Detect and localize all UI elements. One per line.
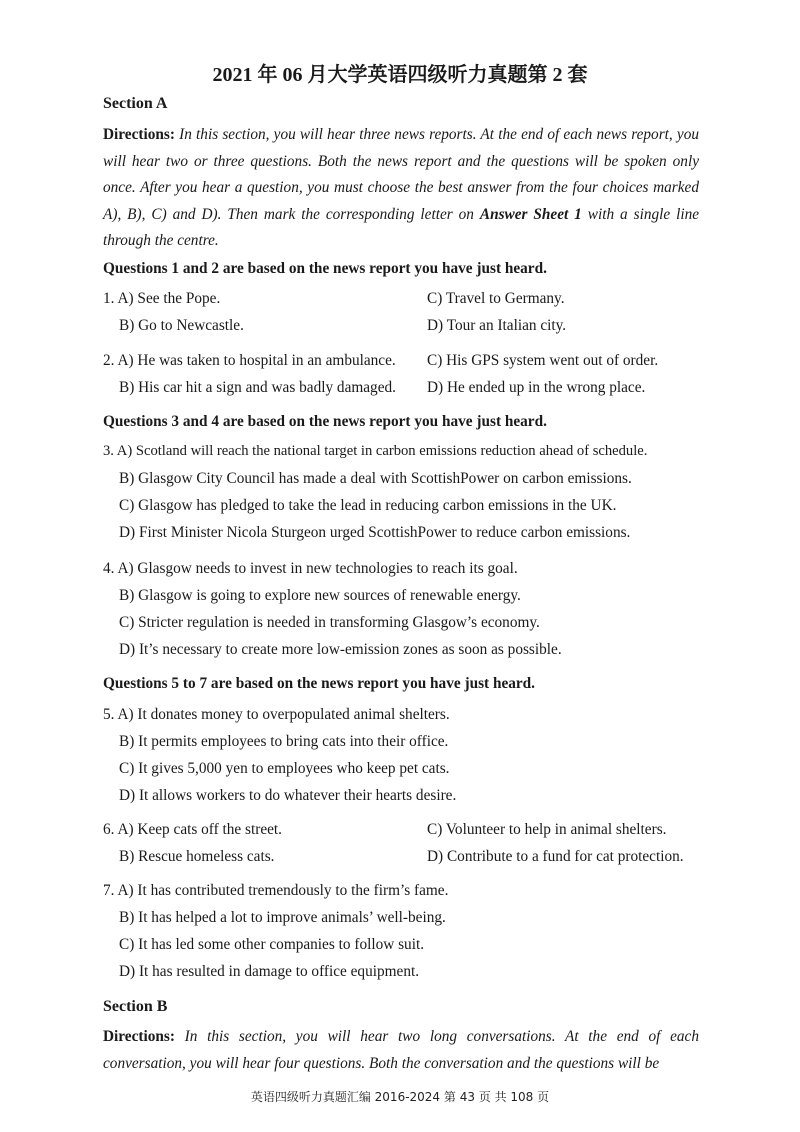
option-d: D) First Minister Nicola Sturgeon urged ScottishPower to reduce carbon emissions. — [119, 524, 631, 541]
section-b-heading: Section B — [103, 998, 168, 1015]
question-group-heading: Questions 5 to 7 are based on the news report you have just heard. — [103, 675, 536, 692]
option-b: B) Rescue homeless cats. — [119, 848, 275, 865]
option-a: A) Scotland will reach the national target in carbon emissions reduction ahead of schedule. — [116, 443, 648, 459]
option-b: B) It has helped a lot to improve animals’ well-being. — [119, 909, 446, 926]
option-b: B) Glasgow is going to explore new sources of renewable energy. — [119, 587, 521, 604]
section-a-directions — [103, 122, 699, 255]
question-3 — [103, 438, 703, 546]
option-c: C) It has led some other companies to follow suit. — [119, 936, 425, 953]
option-b: B) Go to Newcastle. — [119, 317, 244, 334]
directions-label: Directions: — [103, 1028, 175, 1045]
answer-sheet-ref: Answer Sheet 1 — [479, 205, 582, 223]
option-c: C) Stricter regulation is needed in transforming Glasgow’s economy. — [119, 614, 540, 631]
option-a: A) He was taken to hospital in an ambulance. — [117, 352, 396, 369]
option-a: A) Glasgow needs to invest in new technologies to reach its goal. — [117, 560, 518, 577]
question-6 — [103, 816, 703, 870]
option-a: A) It has contributed tremendously to the firm’s fame. — [117, 882, 449, 899]
directions-text: In this section, you will hear two long conversations. At the end of each conversation, you will hear four questions. Both the conversation and the questions will be — [103, 1028, 699, 1072]
option-d: D) He ended up in the wrong place. — [427, 379, 646, 396]
option-d: D) It has resulted in damage to office equipment. — [119, 963, 420, 980]
option-c: C) It gives 5,000 yen to employees who keep pet cats. — [119, 760, 450, 777]
directions-text: In this section, you will hear three news reports. At the end of each news report, you will hear two or three questions. Both the news report and the questions will be spoken only once. After you hear a question, you must choose the best answer from the four choices marked A), B), C) and D). Then mark the corresponding letter on — [103, 126, 700, 223]
question-group-heading: Questions 3 and 4 are based on the news report you have just heard. — [103, 413, 547, 430]
directions-text-end: with a single line through the centre. — [103, 205, 700, 249]
option-b: B) His car hit a sign and was badly damaged. — [119, 379, 396, 396]
option-a: A) It donates money to overpopulated animal shelters. — [117, 706, 450, 723]
question-1 — [103, 285, 703, 339]
option-b: B) It permits employees to bring cats into their office. — [119, 733, 449, 750]
question-number: 1. — [103, 290, 115, 307]
option-d: D) Contribute to a fund for cat protection. — [427, 848, 684, 865]
option-a: A) Keep cats off the street. — [117, 821, 282, 838]
section-b-directions — [103, 1024, 699, 1077]
page-footer: 英语四级听力真题汇编 2016-2024 第 43 页 共 108 页 — [250, 1090, 550, 1104]
question-2 — [103, 347, 703, 401]
question-number: 5. — [103, 706, 115, 723]
option-b: B) Glasgow City Council has made a deal with ScottishPower on carbon emissions. — [119, 470, 632, 487]
option-c: C) Volunteer to help in animal shelters. — [427, 821, 667, 838]
directions-label: Directions: — [103, 126, 175, 143]
question-number: 7. — [103, 882, 115, 899]
question-7 — [103, 877, 703, 985]
option-d: D) It allows workers to do whatever their hearts desire. — [119, 787, 457, 804]
option-c: C) Travel to Germany. — [427, 290, 565, 307]
option-d: D) Tour an Italian city. — [427, 317, 567, 334]
question-group-heading: Questions 1 and 2 are based on the news report you have just heard. — [103, 260, 547, 277]
page-title: 2021 年 06 月大学英语四级听力真题第 2 套 — [212, 64, 588, 86]
option-a: A) See the Pope. — [117, 290, 221, 307]
option-c: C) His GPS system went out of order. — [427, 352, 659, 369]
question-number: 2. — [103, 352, 115, 369]
option-d: D) It’s necessary to create more low-emission zones as soon as possible. — [119, 641, 562, 658]
section-a-heading: Section A — [103, 95, 168, 112]
option-c: C) Glasgow has pledged to take the lead in reducing carbon emissions in the UK. — [119, 497, 617, 514]
question-number: 6. — [103, 821, 115, 838]
question-5 — [103, 701, 703, 809]
question-number: 4. — [103, 560, 115, 577]
question-number: 3. — [103, 443, 114, 459]
question-4 — [103, 555, 703, 663]
